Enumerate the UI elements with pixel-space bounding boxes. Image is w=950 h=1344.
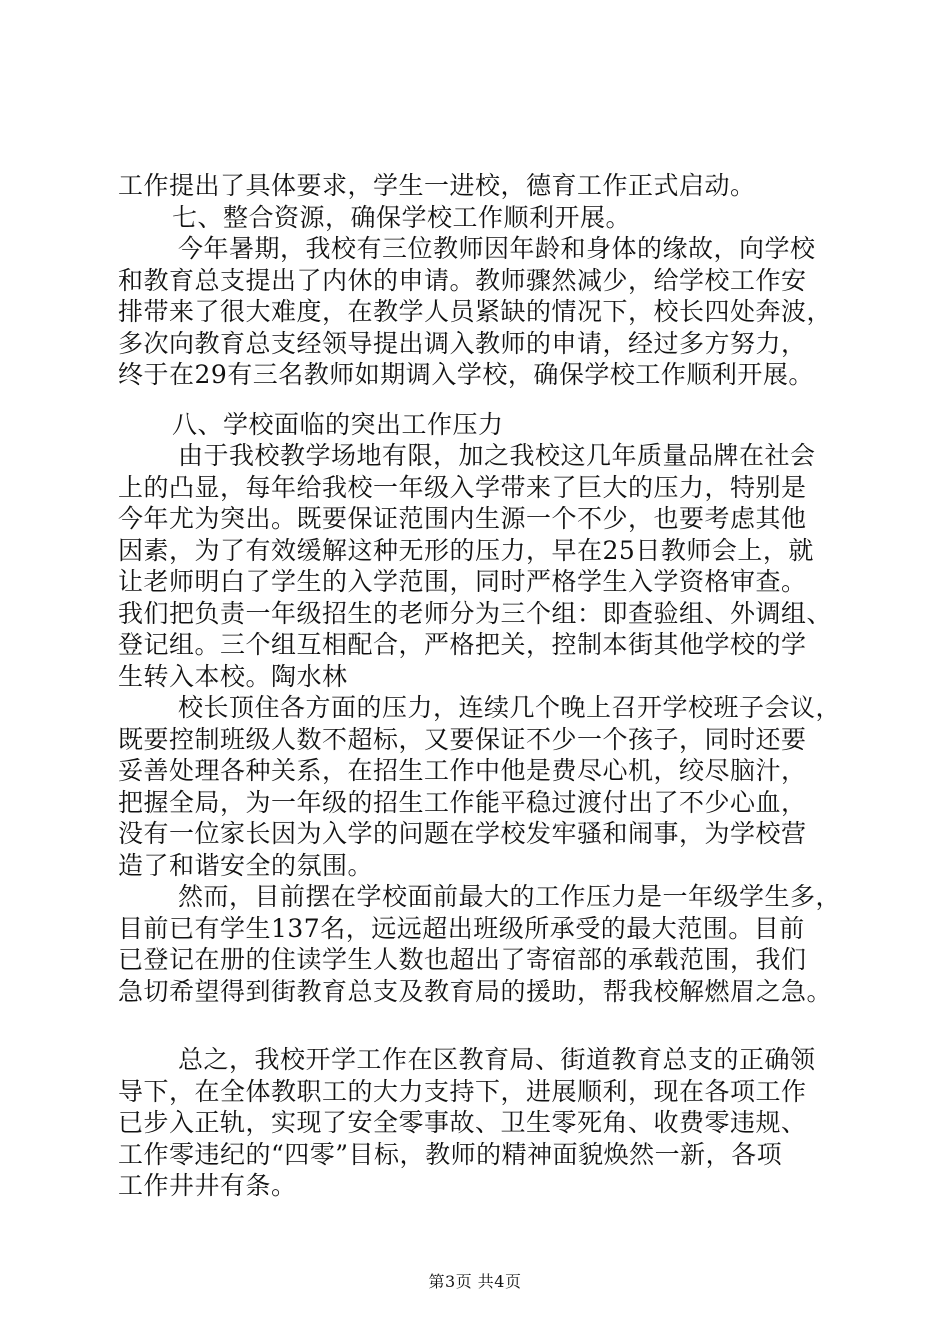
text-line: 工作提出了具体要求，学生一进校，德育工作正式启动。 <box>118 171 756 200</box>
text-line: 因素，为了有效缓解这种无形的压力，早在25日教师会上，就 <box>118 535 814 565</box>
text-line: 总之，我校开学工作在区教育局、街道教育总支的正确领 <box>178 1045 816 1074</box>
page-footer <box>0 1272 950 1292</box>
section-heading-8 <box>118 409 846 441</box>
paragraph-principal-efforts <box>118 692 846 881</box>
text-line: 造了和谐安全的氛围。 <box>118 850 374 880</box>
text-line: 已步入正轨，实现了安全零事故、卫生零死角、收费零违规、 <box>118 1108 807 1137</box>
text-line: 急切希望得到街教育总支及教育局的援助，帮我校解燃眉之急。 <box>118 976 833 1006</box>
text-line: 登记组。三个组互相配合，严格把关，控制本街其他学校的学 <box>118 630 807 659</box>
paragraph-continuation <box>118 170 846 202</box>
text-line: 今年尤为突出。既要保证范围内生源一个不少，也要考虑其他 <box>118 504 807 533</box>
paragraph-current-pressure <box>118 881 846 1007</box>
page-number-label: 第3页 共4页 <box>428 1272 522 1291</box>
text-line: 排带来了很大难度，在教学人员紧缺的情况下，校长四处奔波， <box>118 297 833 326</box>
section-heading: 七、整合资源，确保学校工作顺利开展。 <box>172 202 632 232</box>
text-line: 多次向教育总支经领导提出调入教师的申请，经过多方努力， <box>118 328 807 358</box>
section-heading-7 <box>118 202 846 234</box>
text-line: 校长顶住各方面的压力，连续几个晚上召开学校班子会议， <box>178 693 842 722</box>
text-line: 目前已有学生137名，远远超出班级所承受的最大范围。目前 <box>118 913 805 943</box>
text-line: 工作零违纪的“四零”目标，教师的精神面貌焕然一新，各项 <box>118 1139 783 1169</box>
text-line: 我们把负责一年级招生的老师分为三个组：即查验组、外调组、 <box>118 598 833 628</box>
paragraph-enrollment-pressure <box>118 440 846 692</box>
paragraph-conclusion <box>118 1044 846 1202</box>
text-line: 由于我校教学场地有限，加之我校这几年质量品牌在社会 <box>178 441 816 470</box>
text-line: 已登记在册的住读学生人数也超出了寄宿部的承载范围，我们 <box>118 945 807 974</box>
text-line: 今年暑期，我校有三位教师因年龄和身体的缘故，向学校 <box>178 234 816 263</box>
text-line: 既要控制班级人数不超标，又要保证不少一个孩子，同时还要 <box>118 724 807 754</box>
text-line: 工作井井有条。 <box>118 1171 297 1200</box>
text-line: 上的凸显，每年给我校一年级入学带来了巨大的压力，特别是 <box>118 472 807 502</box>
text-line: 妥善处理各种关系，在招生工作中他是费尽心机，绞尽脑汁， <box>118 756 807 785</box>
paragraph-teacher-shortage <box>118 233 846 391</box>
paragraph-spacer <box>118 1007 846 1044</box>
text-line: 终于在29有三名教师如期调入学校，确保学校工作顺利开展。 <box>118 360 814 389</box>
text-line: 和教育总支提出了内休的申请。教师骤然减少，给学校工作安 <box>118 265 807 295</box>
text-line: 生转入本校。陶水林 <box>118 661 348 691</box>
text-line: 导下，在全体教职工的大力支持下，进展顺利，现在各项工作 <box>118 1076 807 1106</box>
text-line: 没有一位家长因为入学的问题在学校发牢骚和闹事，为学校营 <box>118 819 807 848</box>
text-line: 让老师明白了学生的入学范围，同时严格学生入学资格审查。 <box>118 567 807 596</box>
text-line: 把握全局，为一年级的招生工作能平稳过渡付出了不少心血， <box>118 787 807 817</box>
text-line: 然而，目前摆在学校面前最大的工作压力是一年级学生多， <box>178 882 842 911</box>
paragraph-spacer <box>118 391 846 409</box>
section-heading: 八、学校面临的突出工作压力 <box>172 409 504 439</box>
document-body <box>118 170 846 1202</box>
